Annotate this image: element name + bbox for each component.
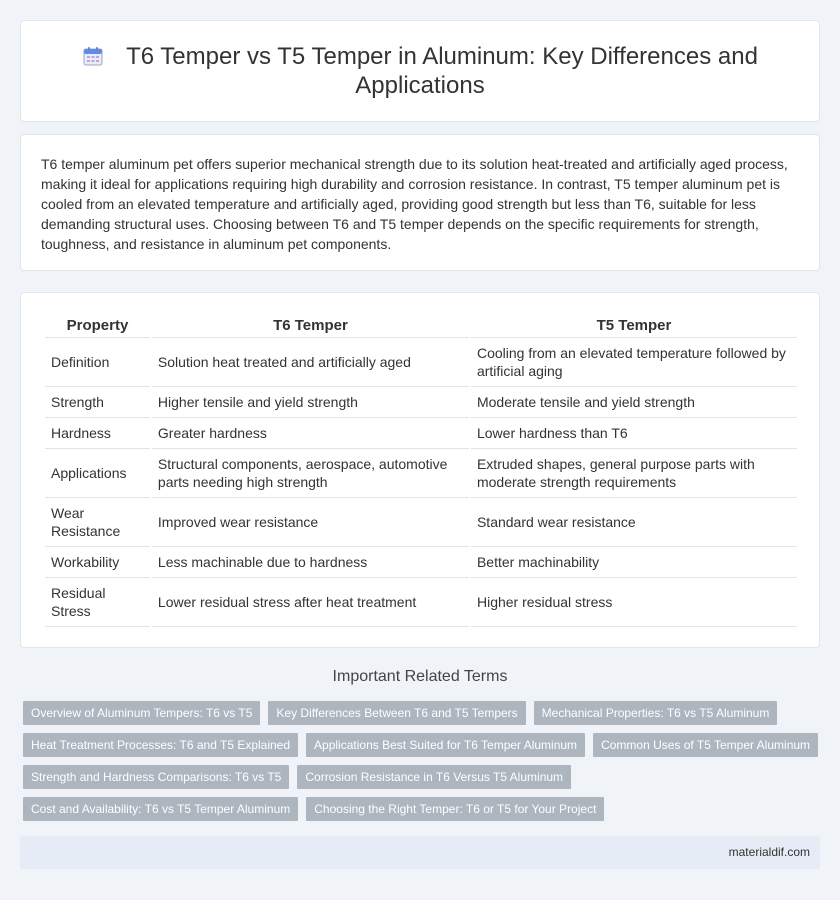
page-title-wrap xyxy=(61,42,779,100)
cell-t5: Cooling from an elevated temperature followed by artificial aging xyxy=(471,338,797,387)
cell-t5: Extruded shapes, general purpose parts with moderate strength requirements xyxy=(471,449,797,498)
cell-t6: Improved wear resistance xyxy=(152,498,469,547)
table-row xyxy=(45,547,797,578)
related-tag[interactable]: Strength and Hardness Comparisons: T6 vs T5 xyxy=(23,765,289,789)
related-tag[interactable]: Applications Best Suited for T6 Temper Aluminum xyxy=(306,733,585,757)
header-property: Property xyxy=(45,313,150,338)
table-row xyxy=(45,449,797,498)
footer-site[interactable]: materialdif.com xyxy=(728,845,810,859)
cell-property: Applications xyxy=(45,449,150,498)
related-tag[interactable]: Common Uses of T5 Temper Aluminum xyxy=(593,733,818,757)
tag-row xyxy=(23,765,823,789)
related-tag[interactable]: Mechanical Properties: T6 vs T5 Aluminum xyxy=(534,701,778,725)
related-tag[interactable]: Corrosion Resistance in T6 Versus T5 Aluminum xyxy=(297,765,571,789)
cell-property: Workability xyxy=(45,547,150,578)
table-row xyxy=(45,498,797,547)
cell-t5: Higher residual stress xyxy=(471,578,797,627)
comparison-table-card xyxy=(20,292,820,648)
related-tag[interactable]: Overview of Aluminum Tempers: T6 vs T5 xyxy=(23,701,260,725)
cell-t5: Better machinability xyxy=(471,547,797,578)
header-t5: T5 Temper xyxy=(471,313,797,338)
table-row xyxy=(45,338,797,387)
cell-property: Residual Stress xyxy=(45,578,150,627)
cell-t6: Lower residual stress after heat treatment xyxy=(152,578,469,627)
cell-property: Definition xyxy=(45,338,150,387)
tag-row xyxy=(23,733,823,757)
title-card xyxy=(20,20,820,122)
table-row xyxy=(45,418,797,449)
footer xyxy=(20,836,820,869)
cell-t5: Moderate tensile and yield strength xyxy=(471,387,797,418)
related-terms-heading: Important Related Terms xyxy=(332,668,508,685)
page-title: T6 Temper vs T5 Temper in Aluminum: Key Differences and Applications xyxy=(126,43,758,99)
cell-t5: Lower hardness than T6 xyxy=(471,418,797,449)
related-tag[interactable]: Choosing the Right Temper: T6 or T5 for Your Project xyxy=(306,797,604,821)
cell-t6: Greater hardness xyxy=(152,418,469,449)
intro-card xyxy=(20,134,820,271)
tag-row xyxy=(23,701,823,725)
cell-t6: Structural components, aerospace, automotive parts needing high strength xyxy=(152,449,469,498)
table-row xyxy=(45,578,797,627)
tag-row xyxy=(23,797,823,821)
cell-property: Hardness xyxy=(45,418,150,449)
intro-text: T6 temper aluminum pet offers superior mechanical strength due to its solution heat-treated and artificially aged process, making it ideal for applications requiring high durability and corrosion resistance. In contrast, T5 temper aluminum pet is cooled from an elevated temperature and artificially aged, providing good strength but less than T6, suitable for less demanding structural uses. Choosing between T6 and T5 temper depends on the specific requirements for strength, toughness, and resistance in aluminum pet components. xyxy=(41,156,788,252)
table-header-row xyxy=(45,313,797,338)
cell-t6: Less machinable due to hardness xyxy=(152,547,469,578)
cell-property: Strength xyxy=(45,387,150,418)
related-tag[interactable]: Heat Treatment Processes: T6 and T5 Explained xyxy=(23,733,298,757)
cell-t6: Higher tensile and yield strength xyxy=(152,387,469,418)
cell-t6: Solution heat treated and artificially aged xyxy=(152,338,469,387)
comparison-table xyxy=(43,313,799,627)
related-tags xyxy=(23,701,823,829)
header-t6: T6 Temper xyxy=(152,313,469,338)
table-row xyxy=(45,387,797,418)
cell-property: Wear Resistance xyxy=(45,498,150,547)
related-tag[interactable]: Cost and Availability: T6 vs T5 Temper Aluminum xyxy=(23,797,298,821)
related-tag[interactable]: Key Differences Between T6 and T5 Tempers xyxy=(268,701,525,725)
calendar-icon xyxy=(82,45,104,67)
cell-t5: Standard wear resistance xyxy=(471,498,797,547)
